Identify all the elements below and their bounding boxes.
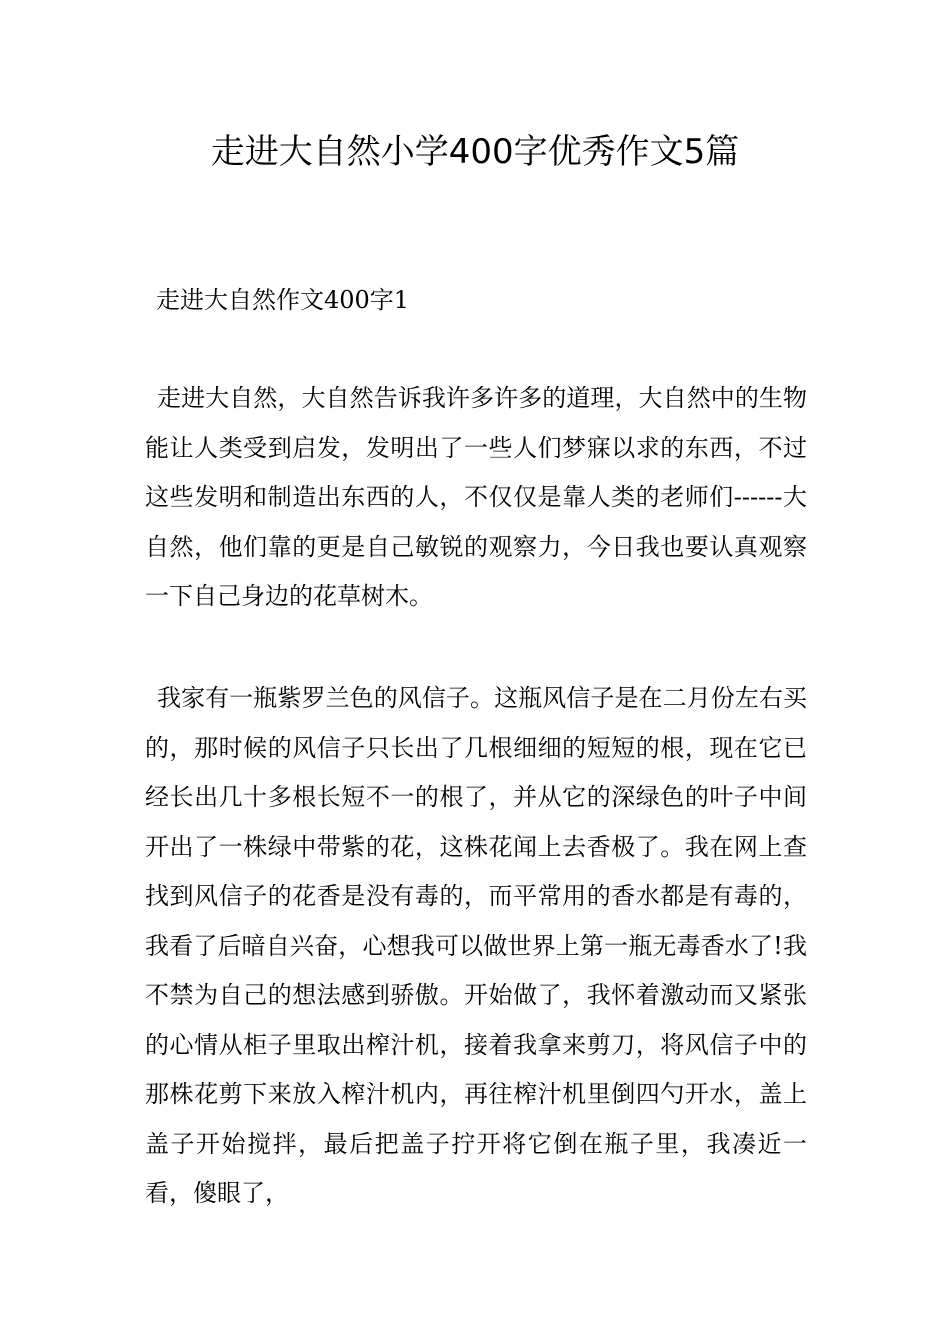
section-heading: 走进大自然作文400字1 <box>156 286 410 314</box>
document-title: 走进大自然小学400字优秀作文5篇 <box>210 132 740 172</box>
paragraph-1: 走进大自然，大自然告诉我许多许多的道理，大自然中的生物能让人类受到启发，发明出了一些人们梦寐以求的东西，不过这些发明和制造出东西的人，不仅仅是靠人类的老师们------大自然，他们靠的更是自己敏锐的观察力，今日我也要认真观察一下自己身边的花草树木。 <box>145 384 807 610</box>
paragraph-2: 我家有一瓶紫罗兰色的风信子。这瓶风信子是在二月份左右买的，那时候的风信子只长出了几根细细的短短的根，现在它已经长出几十多根长短不一的根了，并从它的深绿色的叶子中间开出了一株绿中带紫的花，这株花闻上去香极了。我在网上查找到风信子的花香是没有毒的，而平常用的香水都是有毒的，我看了后暗自兴奋，心想我可以做世界上第一瓶无毒香水了!我不禁为自己的想法感到骄傲。开始做了，我怀着激动而又紧张的心情从柜子里取出榨汁机，接着我拿来剪刀，将风信子中的那株花剪下来放入榨汁机内，再往榨汁机里倒四勺开水，盖上盖子开始搅拌，最后把盖子拧开将它倒在瓶子里，我凑近一看，傻眼了， <box>145 684 807 1207</box>
